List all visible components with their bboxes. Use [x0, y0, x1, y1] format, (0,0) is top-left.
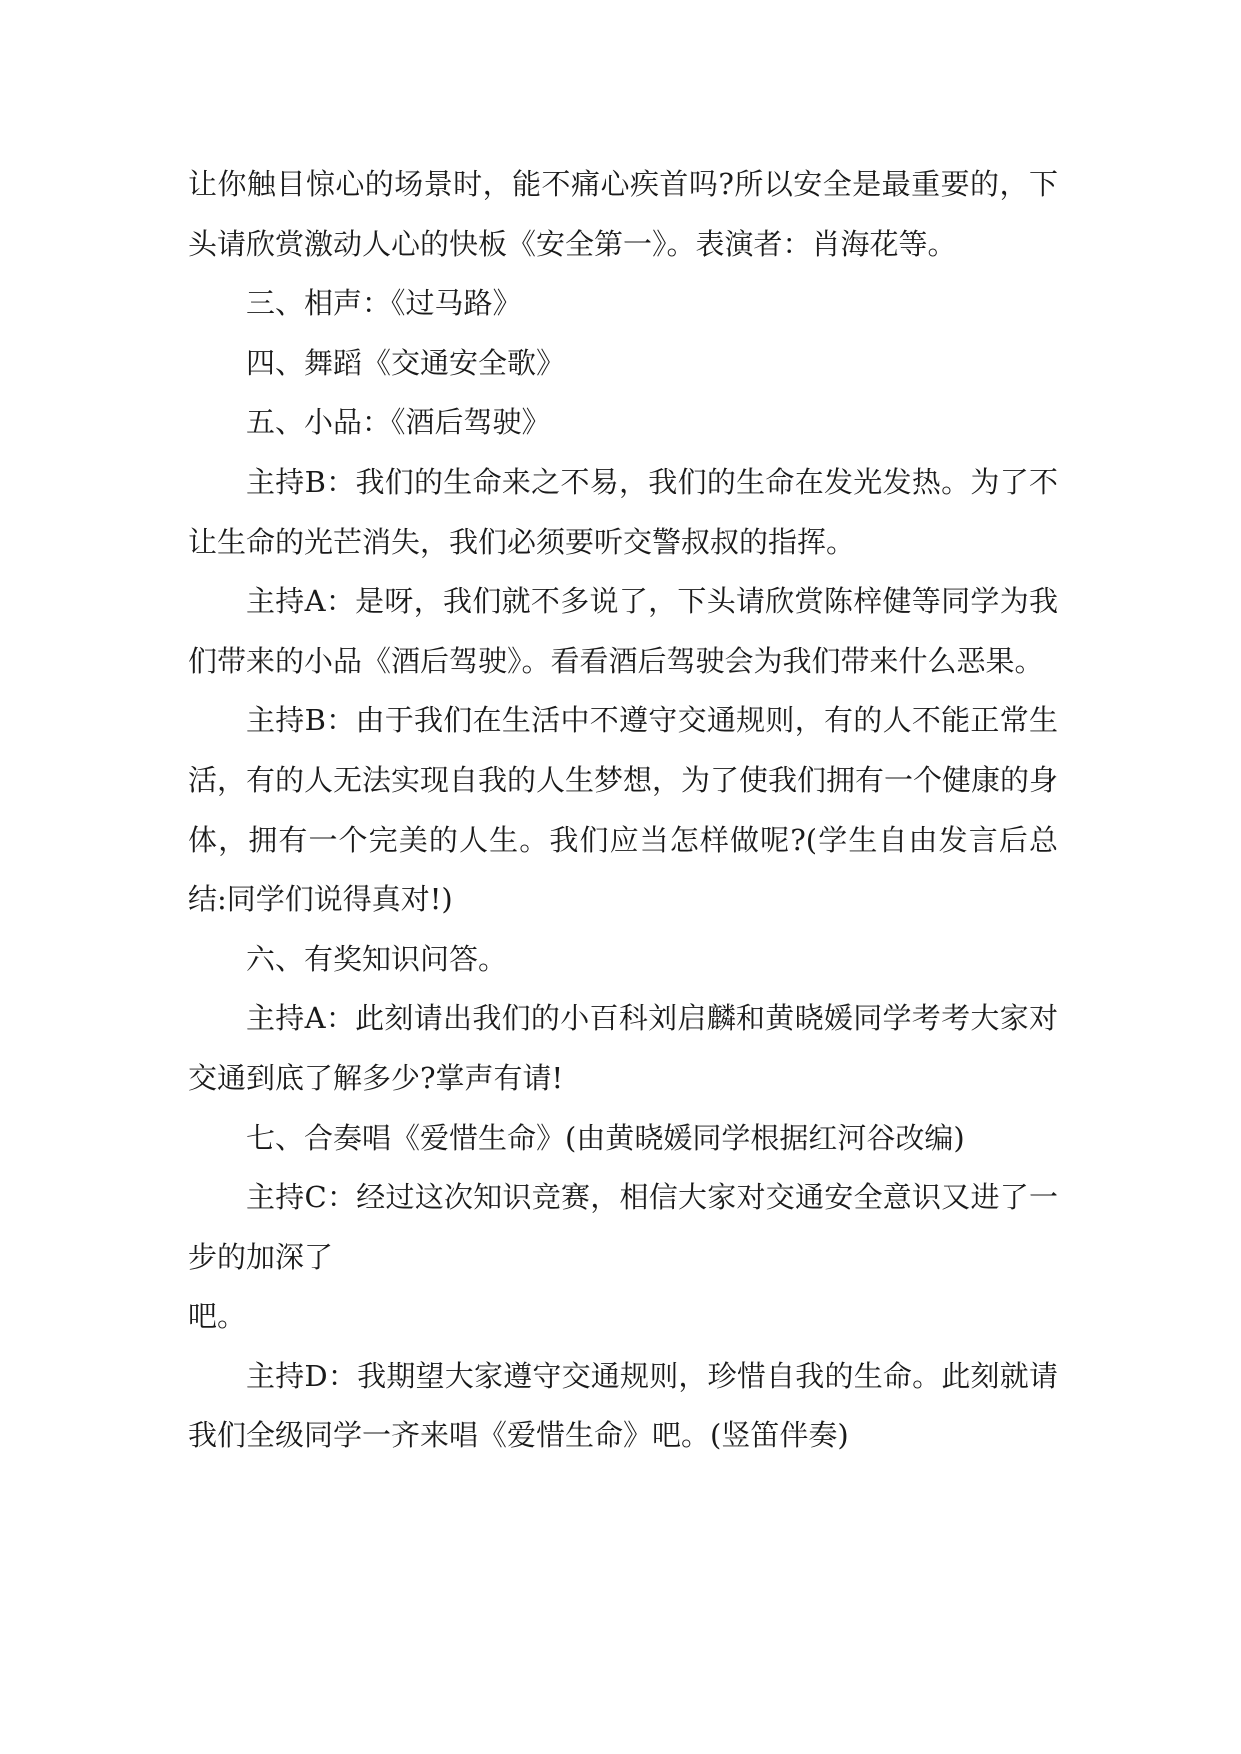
paragraph-8: 六、有奖知识问答。 [246, 941, 508, 976]
paragraph-11: 主持C：经过这次知识竞赛，相信大家对交通安全意识又进了一步的加深了 [188, 1180, 1058, 1274]
paragraph-5: 主持B：我们的生命来之不易，我们的生命在发光发热。为了不让生命的光芒消失，我们必须要听交警叔叔的指挥。 [188, 464, 1058, 559]
paragraph-3: 四、舞蹈《交通安全歌》 [246, 345, 566, 380]
paragraph-13: 主持D：我期望大家遵守交通规则，珍惜自我的生命。此刻就请我们全级同学一齐来唱《爱惜生命》吧。(竖笛伴奏) [188, 1358, 1058, 1453]
paragraph-10: 七、合奏唱《爱惜生命》(由黄晓媛同学根据红河谷改编) [246, 1120, 965, 1155]
document-body [188, 155, 1058, 1466]
paragraph-4: 五、小品：《酒后驾驶》 [246, 405, 551, 440]
paragraph-2: 三、相声：《过马路》 [246, 286, 522, 321]
paragraph-12: 吧。 [188, 1299, 247, 1334]
paragraph-6: 主持A：是呀，我们就不多说了，下头请欣赏陈梓健等同学为我们带来的小品《酒后驾驶》。看看酒后驾驶会为我们带来什么恶果。 [188, 584, 1058, 678]
paragraph-1: 让你触目惊心的场景时，能不痛心疾首吗?所以安全是最重要的，下头请欣赏激动人心的快板《安全第一》。表演者：肖海花等。 [188, 167, 1058, 261]
paragraph-7: 主持B：由于我们在生活中不遵守交通规则，有的人不能正常生活，有的人无法实现自我的人生梦想，为了使我们拥有一个健康的身体，拥有一个完美的人生。我们应当怎样做呢?(学生自由发言后总结:同学们说得真对!) [188, 703, 1059, 917]
paragraph-9: 主持A：此刻请出我们的小百科刘启麟和黄晓媛同学考考大家对交通到底了解多少?掌声有请! [188, 1001, 1058, 1095]
